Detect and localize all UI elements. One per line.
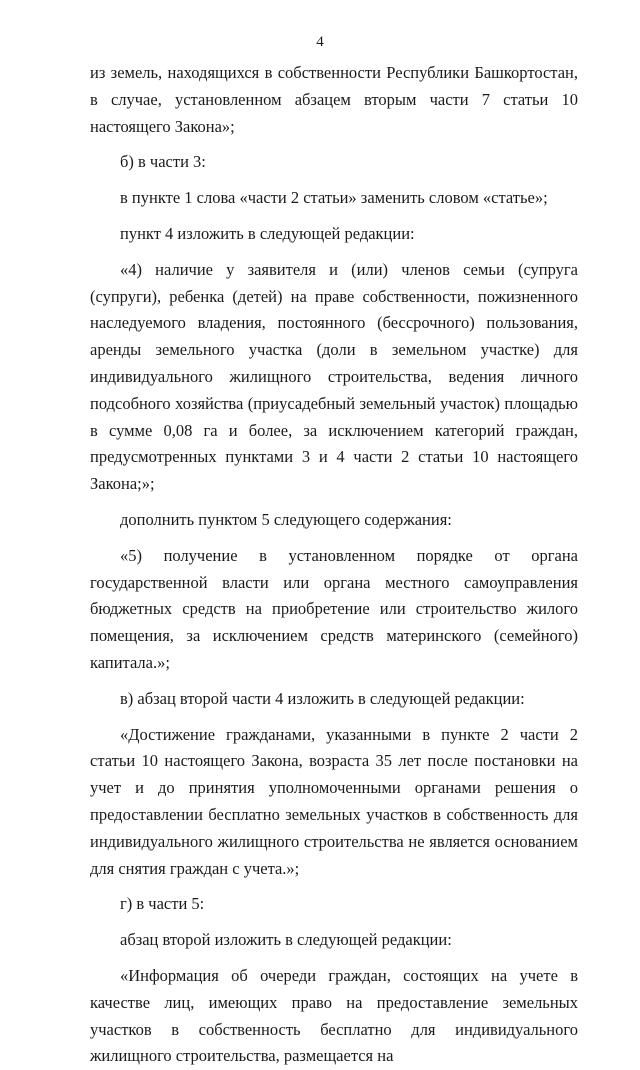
paragraph-point-5-text: «5) получение в установленном порядке от органа государственной власти или органа местного самоуправления бюджетных средств на приобретение или строительство жилого помещения, за исключением средств материнского (семейного) капитала.»; bbox=[90, 545, 578, 672]
page-number: 4 bbox=[316, 34, 324, 50]
paragraph-continuation: из земель, находящихся в собственности Республики Башкортостан, в случае, установленном абзацем вторым части 7 статьи 10 настоящего Закона»; bbox=[90, 63, 578, 136]
paragraph-point-1-change: в пункте 1 слова «части 2 статьи» заменить словом «статье»; bbox=[120, 188, 548, 208]
paragraph-age-text: «Достижение гражданами, указанными в пункте 2 части 2 статьи 10 настоящего Закона, возраста 35 лет после постановки на учет и до принятия уполномоченными органами решения о предоставлении бесплатно земельных участков в собственность для индивидуального жилищного строительства не является основанием для снятия граждан с учета.»; bbox=[90, 724, 578, 878]
document-body bbox=[90, 60, 578, 1070]
paragraph-point-5-intro: дополнить пунктом 5 следующего содержания: bbox=[120, 509, 452, 529]
paragraph-point-4-text: «4) наличие у заявителя и (или) членов семьи (супруга (супруги), ребенка (детей) на праве собственности, пожизненного наследуемого владения, постоянного (бессрочного) пользования, аренды земельного участка (доли в земельном участке) для индивидуального жилищного строительства, ведения личного подсобного хозяйства (приусадебный земельный участок) площадью в сумме 0,08 га и более, за исключением категорий граждан, предусмотренных пунктами 3 и 4 части 2 статьи 10 настоящего Закона;»; bbox=[90, 259, 578, 494]
paragraph-point-4-intro: пункт 4 изложить в следующей редакции: bbox=[120, 223, 415, 243]
paragraph-queue-info: «Информация об очереди граждан, состоящих на учете в качестве лиц, имеющих право на предоставление земельных участков в собственность бесплатно для индивидуального жилищного строительства, размещается на bbox=[90, 965, 578, 1066]
paragraph-second-clause-intro: абзац второй изложить в следующей редакции: bbox=[120, 930, 452, 950]
paragraph-item-g: г) в части 5: bbox=[120, 894, 205, 914]
paragraph-item-b: б) в части 3: bbox=[120, 152, 206, 172]
paragraph-item-v: в) абзац второй части 4 изложить в следующей редакции: bbox=[120, 688, 525, 708]
